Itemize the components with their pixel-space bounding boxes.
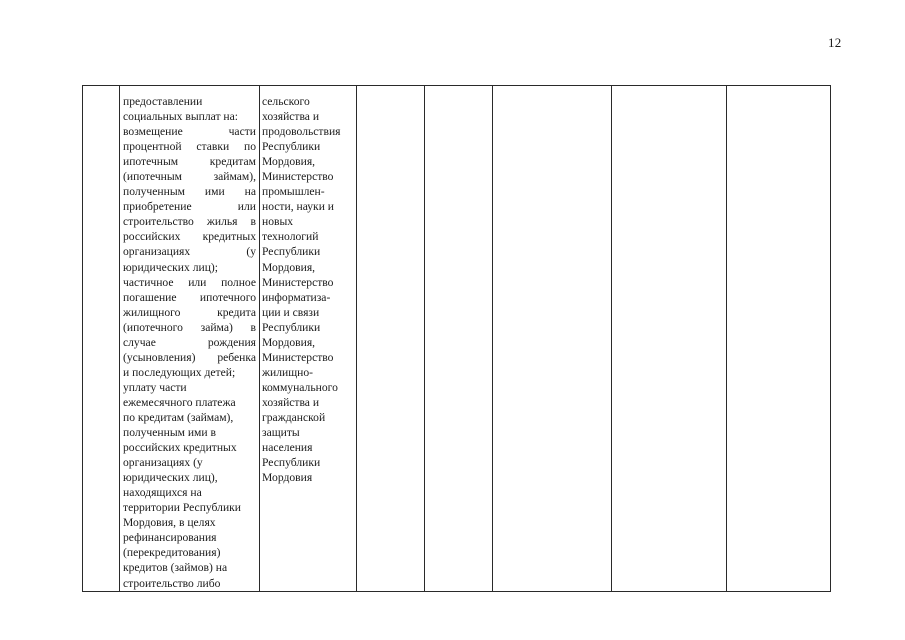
executor-line: Республики <box>262 456 321 470</box>
executor-line: защиты <box>262 426 300 440</box>
program-table <box>82 85 831 592</box>
executor-line: жилищно- <box>262 365 313 379</box>
description-line: по кредитам (займам), <box>123 410 234 424</box>
executor-line: Мордовия, <box>262 260 316 274</box>
description-line: случае рождения <box>123 335 256 349</box>
executor-line: промышлен- <box>262 185 325 199</box>
executor-line: Республики <box>262 245 321 259</box>
executor-line: продовольствия <box>262 125 341 139</box>
executor-line: Республики <box>262 320 321 334</box>
description-line: уплату части <box>123 380 187 394</box>
executor-line: ности, науки и <box>262 200 335 214</box>
empty-cell-4 <box>357 86 425 592</box>
description-line: социальных выплат на: <box>123 110 238 124</box>
description-line: полученным ими в <box>123 426 216 440</box>
executor-line: Мордовия <box>262 471 313 485</box>
description-line: полученным ими на <box>123 185 256 199</box>
executor-line: информатиза- <box>262 290 331 304</box>
description-line: (ипотечным займам), <box>123 170 256 184</box>
description-line: возмещение части <box>123 125 256 139</box>
description-line: ежемесячного платежа <box>123 395 236 409</box>
description-line: частичное или полное <box>123 275 256 289</box>
executor-line: Министерство <box>262 275 334 289</box>
empty-cell-8 <box>727 86 831 592</box>
description-line: строительство жилья в <box>123 215 256 229</box>
description-line: (ипотечного займа) в <box>123 320 256 334</box>
description-line: Мордовия, в целях <box>123 516 216 530</box>
description-line: юридических лиц); <box>123 260 218 274</box>
description-line: российских кредитных <box>123 441 237 455</box>
executor-line: хозяйства и <box>262 395 320 409</box>
executor-line: Мордовия, <box>262 335 316 349</box>
empty-cell-5 <box>425 86 493 592</box>
description-line: рефинансирования <box>123 531 217 545</box>
description-line: российских кредитных <box>123 230 256 244</box>
measure-description-text <box>120 86 259 591</box>
description-line: предоставлении <box>123 95 203 108</box>
executor-line: Мордовия, <box>262 155 316 169</box>
executor-line: технологий <box>262 230 319 244</box>
row-number-cell <box>83 86 120 592</box>
measure-description-cell <box>120 86 260 592</box>
description-line: находящихся на <box>123 486 202 500</box>
executor-line: населения <box>262 441 313 455</box>
description-line: (перекредитования) <box>123 546 221 560</box>
description-line: строительство либо <box>123 576 221 590</box>
page-number: 12 <box>828 35 842 50</box>
description-line: жилищного кредита <box>123 305 256 319</box>
executor-line: новых <box>262 215 294 229</box>
executor-line: ции и связи <box>262 305 320 319</box>
description-line: организациях (у <box>123 245 256 259</box>
executor-line: Министерство <box>262 170 334 184</box>
empty-cell-6 <box>493 86 612 592</box>
description-line: и последующих детей; <box>123 365 236 379</box>
description-line: организациях (у <box>123 456 203 470</box>
table-row <box>83 86 831 592</box>
description-line: (усыновления) ребенка <box>123 350 256 364</box>
executors-text <box>260 86 356 485</box>
description-line: процентной ставки по <box>123 140 256 154</box>
description-line: территории Республики <box>123 501 241 515</box>
description-line: кредитов (займов) на <box>123 561 228 575</box>
executors-cell <box>260 86 357 592</box>
description-line: ипотечным кредитам <box>123 155 256 169</box>
description-line: юридических лиц), <box>123 471 218 485</box>
executor-line: сельского <box>262 95 310 108</box>
executor-line: коммунального <box>262 380 338 394</box>
empty-cell-7 <box>612 86 727 592</box>
description-line: погашение ипотечного <box>123 290 256 304</box>
executor-line: гражданской <box>262 410 326 424</box>
executor-line: Республики <box>262 140 321 154</box>
description-line: приобретение или <box>123 200 256 214</box>
executor-line: хозяйства и <box>262 110 320 124</box>
executor-line: Министерство <box>262 350 334 364</box>
